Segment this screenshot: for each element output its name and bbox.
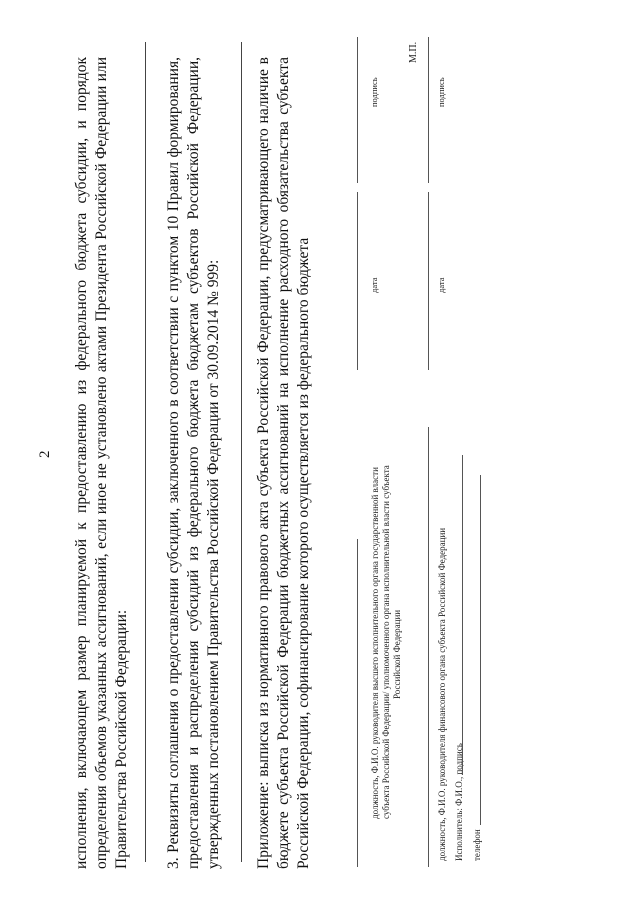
signature-line-sign — [428, 37, 429, 183]
paragraph-agreement-details — [164, 57, 224, 869]
signature1-position — [370, 465, 403, 819]
signature-line-position — [357, 539, 358, 867]
text-line: Правительства Российской Федерации: — [113, 609, 130, 869]
signature-line-sign — [357, 37, 358, 183]
signature-caption: подпись — [369, 77, 379, 107]
section-divider — [145, 42, 146, 862]
text-line: утвержденных постановлением Правительства Российской Федерации от 30.09.2014 № 999: — [205, 259, 222, 869]
caption-line: субъекта Российской Федерации/ уполномоченного органа исполнительной власти субъекта — [381, 465, 391, 819]
text-line: исполнения, включающем размер планируемой к предоставлению из федерального бюджета субсидии, и порядок — [73, 57, 90, 869]
text-line: бюджете субъекта Российской Федерации бюджетных ассигнований на исполнение расходного обязательства субъекта — [275, 57, 292, 869]
caption-line: Российской Федерации — [392, 609, 402, 699]
phone-label: телефон — [472, 829, 482, 861]
signature-line-position — [428, 427, 429, 867]
phone-line — [480, 475, 481, 825]
date-caption: дата — [436, 277, 446, 293]
paragraph-budget-allocation — [72, 57, 132, 869]
text-line: определения объемов указанных ассигнований, если иное не установлено актами Президента Российской Федерации или — [93, 57, 110, 869]
page-number: 2 — [37, 450, 53, 458]
text-line: Российской Федерации, софинансирование которого осуществляется из федерального бюджета — [295, 237, 312, 869]
date-caption: дата — [369, 277, 379, 293]
text-line: предоставления и распределения субсидий из федерального бюджета бюджетам субъектов Российской Федерации, — [185, 57, 202, 869]
text-line: Приложение: выписка из нормативного правового акта субъекта Российской Федерации, предусматривающего наличие в — [255, 57, 272, 869]
signature-caption: подпись — [436, 77, 446, 107]
signature-line-date — [357, 192, 358, 370]
text-line: 3. Реквизиты соглашения о предоставлении субсидии, заключенного в соответствии с пунктом 10 Правил формирования, — [165, 57, 182, 869]
executor-line — [462, 455, 463, 775]
executor-label: Исполнитель: Ф.И.О., подпись — [454, 743, 464, 861]
paragraph-appendix — [254, 57, 314, 869]
seal-placeholder: М.П. — [408, 41, 419, 63]
caption-line: должность, Ф.И.О. руководителя высшего исполнительного органа государственной власти — [370, 467, 380, 819]
section-divider — [241, 42, 242, 862]
signature2-position: должность, Ф.И.О. руководителя финансового органа субъекта Российской Федерации — [437, 527, 447, 861]
signature-line-date — [428, 192, 429, 370]
